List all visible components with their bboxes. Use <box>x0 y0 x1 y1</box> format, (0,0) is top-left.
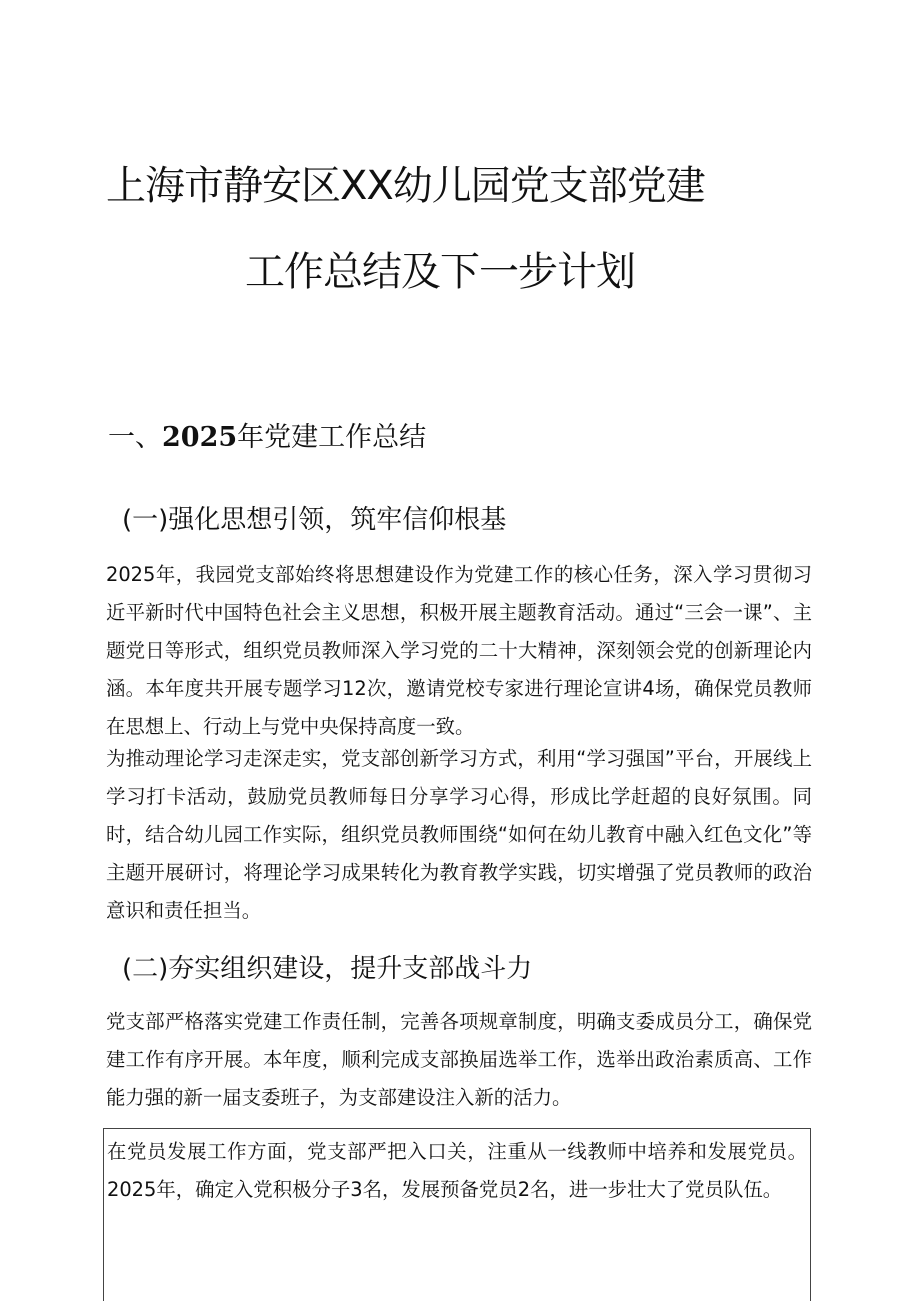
document-title-line2: 工作总结及下一步计划 <box>245 249 635 295</box>
section-heading <box>108 420 426 456</box>
paragraph-organization-building: 党支部严格落实党建工作责任制，完善各项规章制度，明确支委成员分工，确保党建工作有序开展。本年度，顺利完成支部换届选举工作，选举出政治素质高、工作能力强的新一届支委班子，为支部建设注入新的活力。 <box>106 1010 812 1109</box>
section-year: 2025 <box>162 422 238 453</box>
paragraph-thought-building: 2025年，我园党支部始终将思想建设作为党建工作的核心任务，深入学习贯彻习近平新时代中国特色社会主义思想，积极开展主题教育活动。通过“三会一课”、主题党日等形式，组织党员教师深入学习党的二十大精神，深刻领会党的创新理论内涵。本年度共开展专题学习12次，邀请党校专家进行理论宣讲4场，确保党员教师在思想上、行动上与党中央保持高度一致。 <box>106 563 812 738</box>
section-number: 一、 <box>108 422 162 453</box>
subsection-heading-2: (二)夯实组织建设，提升支部战斗力 <box>122 954 533 984</box>
bordered-text-box <box>103 1128 811 1301</box>
subsection-heading-1: (一)强化思想引领，筑牢信仰根基 <box>122 505 507 535</box>
document-title-line1: 上海市静安区XX幼儿园党支部党建 <box>106 163 705 209</box>
paragraph-study-methods: 为推动理论学习走深走实，党支部创新学习方式，利用“学习强国”平台，开展线上学习打卡活动，鼓励党员教师每日分享学习心得，形成比学赶超的良好氛围。同时，结合幼儿园工作实际，组织党员教师围绕“如何在幼儿教育中融入红色文化”等主题开展研讨，将理论学习成果转化为教育教学实践，切实增强了党员教师的政治意识和责任担当。 <box>106 747 812 922</box>
section-title: 年党建工作总结 <box>237 422 427 453</box>
paragraph-member-development: 在党员发展工作方面，党支部严把入口关，注重从一线教师中培养和发展党员。2025年，确定入党积极分子3名，发展预备党员2名，进一步壮大了党员队伍。 <box>107 1140 807 1201</box>
